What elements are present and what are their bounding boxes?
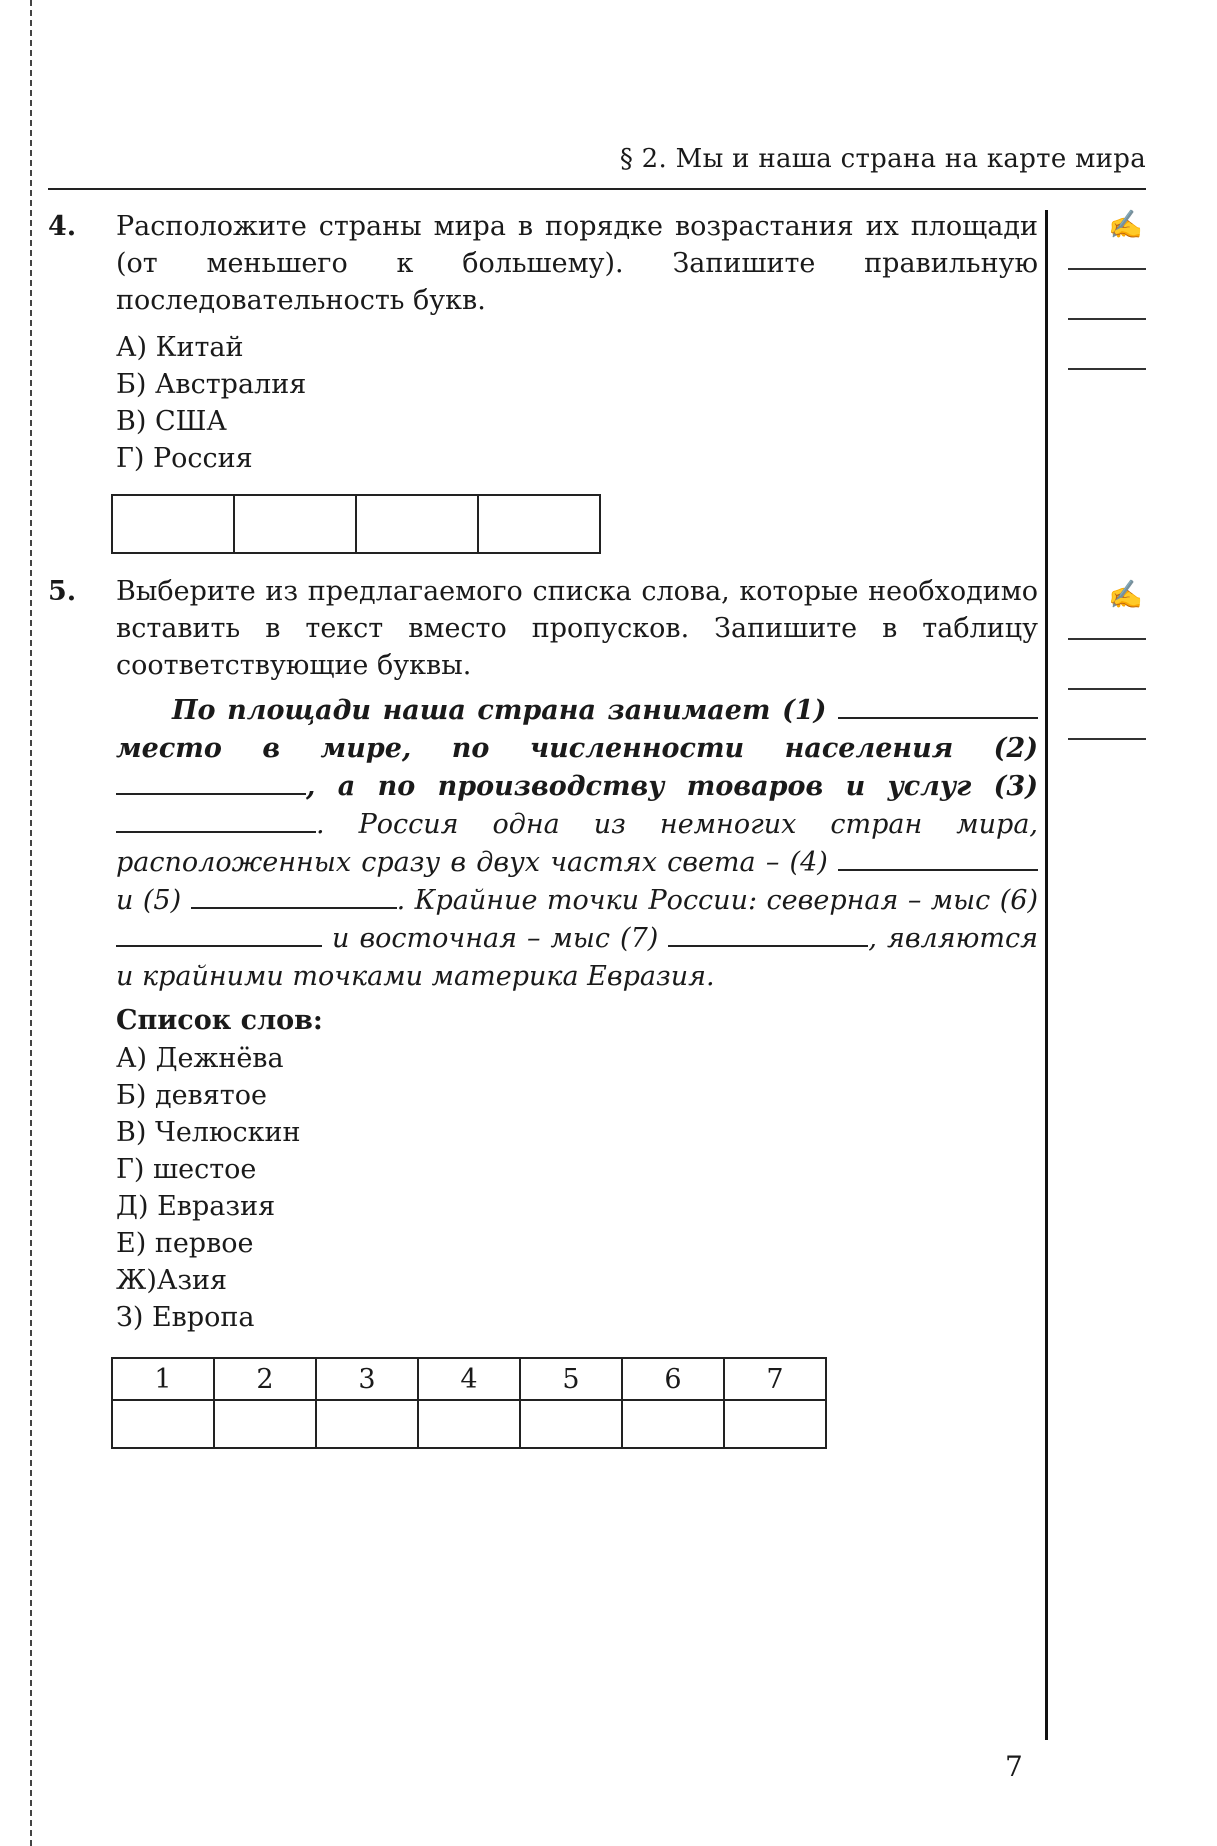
word-item: В) Челюскин (116, 1117, 301, 1148)
table-header-cell: 2 (214, 1358, 316, 1400)
blank-3[interactable] (116, 809, 316, 833)
word-item: Д) Евразия (116, 1191, 276, 1222)
margin-answer-line[interactable] (1068, 318, 1146, 320)
margin-answer-line[interactable] (1068, 688, 1146, 690)
blank-7[interactable] (668, 923, 868, 947)
word-item: Г) шестое (116, 1154, 257, 1185)
option-item: А) Китай (116, 332, 244, 363)
page-number: 7 (1005, 1750, 1023, 1783)
task-5 (48, 573, 1038, 1336)
fill-segment: , являются и крайними точками материка Евразия. (116, 923, 1038, 992)
blank-5[interactable] (191, 885, 397, 909)
answer-cell[interactable] (214, 1400, 316, 1448)
task-text: Выберите из предлагаемого списка слова, которые необходимо вставить в текст вместо пропусков. Запишите в таблицу соответствующие буквы. (116, 576, 1038, 681)
cut-line (30, 0, 32, 1846)
fill-segment: . Россия одна из немногих стран мира, расположенных сразу в двух частях света – (4) (116, 809, 1038, 878)
table-header-cell: 4 (418, 1358, 520, 1400)
task-number: 5. (48, 576, 77, 607)
task-text: Расположите страны мира в порядке возрастания их площади (от меньшего к большему). Запишите правильную последовательность букв. (116, 211, 1038, 316)
table-header-cell: 5 (520, 1358, 622, 1400)
answer-cell[interactable] (622, 1400, 724, 1448)
word-item: Ж)Азия (116, 1265, 228, 1296)
answer-cell[interactable] (112, 1400, 214, 1448)
fill-segment: . Крайние точки России: северная – мыс (6) (396, 885, 1038, 916)
task-number: 4. (48, 211, 77, 242)
fill-segment: , а по производству товаров и услуг (3) (306, 771, 1038, 802)
answer-cell[interactable] (234, 495, 356, 553)
margin-answer-line[interactable] (1068, 268, 1146, 270)
margin-answer-line[interactable] (1068, 738, 1146, 740)
table-header-cell: 6 (622, 1358, 724, 1400)
answer-cell[interactable] (316, 1400, 418, 1448)
option-item: Г) Россия (116, 443, 253, 474)
blank-6[interactable] (116, 923, 322, 947)
answer-cell[interactable] (356, 495, 478, 553)
running-header (48, 140, 1146, 190)
table-header-cell: 7 (724, 1358, 826, 1400)
pen-icon: ✍ (1108, 208, 1143, 241)
blank-4[interactable] (838, 847, 1038, 871)
blank-1[interactable] (838, 695, 1038, 719)
margin-answer-line[interactable] (1068, 638, 1146, 640)
table-header-cell: 3 (316, 1358, 418, 1400)
blank-2[interactable] (116, 771, 306, 795)
answer-cell[interactable] (478, 495, 600, 553)
word-item: Б) девятое (116, 1080, 267, 1111)
task-4 (48, 208, 1038, 477)
option-item: В) США (116, 406, 227, 437)
fill-segment: и восточная – мыс (7) (322, 923, 669, 954)
section-title: § 2. Мы и наша страна на карте мира (619, 144, 1146, 174)
pen-icon: ✍ (1108, 578, 1143, 611)
answer-cell[interactable] (724, 1400, 826, 1448)
table-header-cell: 1 (112, 1358, 214, 1400)
word-item: А) Дежнёва (116, 1043, 284, 1074)
fill-segment: и (5) (116, 885, 191, 916)
answer-table-task4 (111, 494, 601, 554)
fill-segment: место в мире, по численности населения (2) (116, 733, 1038, 764)
fill-in-text (116, 692, 1038, 996)
word-item: Е) первое (116, 1228, 254, 1259)
margin-rule (1045, 210, 1048, 1740)
answer-table-task5 (111, 1357, 827, 1449)
answer-cell[interactable] (520, 1400, 622, 1448)
option-item: Б) Австралия (116, 369, 307, 400)
margin-answer-line[interactable] (1068, 368, 1146, 370)
answer-cell[interactable] (418, 1400, 520, 1448)
word-item: З) Европа (116, 1302, 255, 1333)
answer-cell[interactable] (112, 495, 234, 553)
word-list-title: Список слов: (116, 1005, 323, 1036)
fill-segment: По площади наша страна занимает (1) (172, 695, 838, 726)
